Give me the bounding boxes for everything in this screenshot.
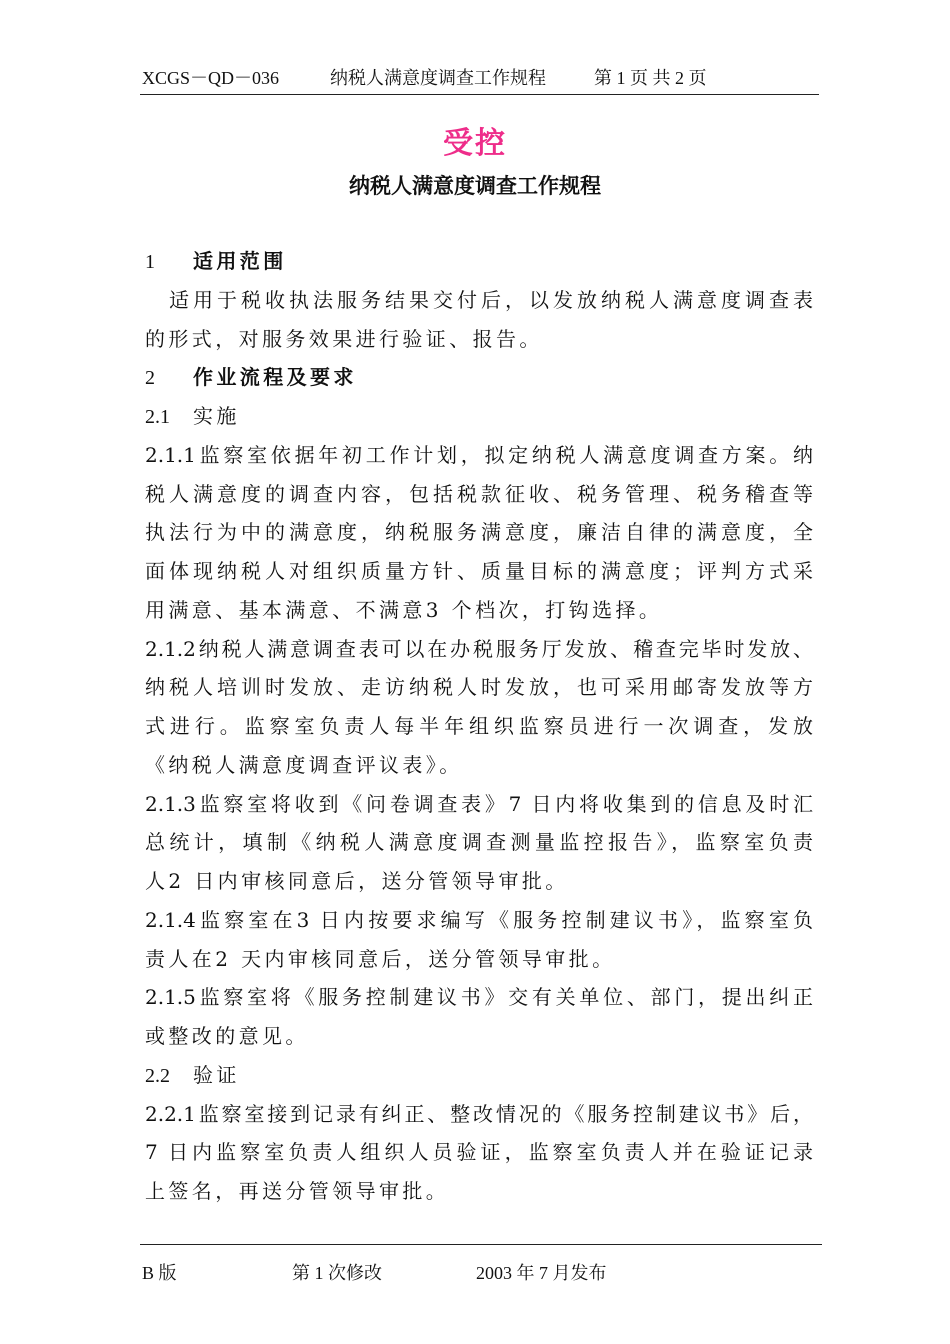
body-text-line: 2.1.5监察室将《服务控制建议书》交有关单位、部门，提出纠正 <box>145 985 813 1010</box>
section-number: 2.1 <box>145 406 170 428</box>
doc-code: XCGS－QD－036 <box>142 68 280 88</box>
body-text-line <box>145 591 813 630</box>
revision: 第 1 次修改 <box>292 1263 382 1283</box>
version: B 版 <box>142 1263 177 1283</box>
body-text-line <box>145 746 813 785</box>
body-text-line <box>145 1172 813 1211</box>
line-text: 人2 日内审核同意后，送分管领导审批。 <box>145 869 569 893</box>
body-text-line <box>145 320 813 359</box>
section-number: 2 <box>145 367 155 390</box>
body-text-line: 7 日内监察室负责人组织人员验证，监察室负责人并在验证记录 <box>145 1140 813 1165</box>
body-text-line <box>145 1017 813 1056</box>
line-text: 责人在2 天内审核同意后，送分管领导审批。 <box>145 946 616 971</box>
document-body <box>145 242 813 1211</box>
body-text-line: 税人满意度的调查内容，包括税款征收、税务管理、税务稽查等 <box>145 481 813 506</box>
section-number: 2.2 <box>145 1064 170 1087</box>
issue-date: 2003 年 7 月发布 <box>476 1263 607 1283</box>
body-text-line: 2.1.4监察室在3 日内按要求编写《服务控制建议书》，监察室负 <box>145 907 813 932</box>
body-text-line: 式进行。监察室负责人每半年组织监察员进行一次调查，发放 <box>145 714 813 738</box>
footer-rule <box>140 1244 822 1245</box>
section-number: 1 <box>145 251 155 273</box>
line-text: 验证 <box>193 1062 240 1087</box>
line-text: 的形式，对服务效果进行验证、报告。 <box>145 326 543 351</box>
body-text-line: 面体现纳税人对组织质量方针、质量目标的满意度；评判方式采 <box>145 559 813 583</box>
body-text-line: 适用于税收执法服务结果交付后，以发放纳税人满意度调查表 <box>145 287 813 312</box>
body-text-line: 执法行为中的满意度，纳税服务满意度，廉洁自律的满意度，全 <box>145 520 813 545</box>
subsection-heading <box>145 1056 813 1095</box>
line-text: 《纳税人满意度调查评议表》。 <box>145 752 463 777</box>
body-text-line <box>145 862 813 901</box>
line-text: 作业流程及要求 <box>193 365 357 390</box>
line-text: 上签名，再送分管领导审批。 <box>145 1179 450 1203</box>
document-title: 纳税人满意度调查工作规程 <box>349 174 601 198</box>
body-text-line: 2.1.2纳税人满意调查表可以在办税服务厅发放、稽查完毕时发放、 <box>145 636 813 661</box>
page-info: 第 1 页 共 2 页 <box>594 68 707 88</box>
header-doc-title: 纳税人满意度调查工作规程 <box>330 68 546 88</box>
body-text-line: 2.1.1监察室依据年初工作计划，拟定纳税人满意度调查方案。纳 <box>145 442 813 467</box>
body-text-line: 2.2.1监察室接到记录有纠正、整改情况的《服务控制建议书》后， <box>145 1101 813 1126</box>
line-text: 适用范围 <box>193 249 287 273</box>
body-text-line <box>145 940 813 979</box>
subsection-heading <box>145 397 813 436</box>
controlled-stamp: 受控 <box>443 126 507 161</box>
line-text: 或整改的意见。 <box>145 1024 309 1048</box>
body-text-line: 总统计，填制《纳税人满意度调查测量监控报告》，监察室负责 <box>145 830 813 855</box>
section-heading <box>145 242 813 281</box>
body-text-line: 纳税人培训时发放、走访纳税人时发放，也可采用邮寄发放等方 <box>145 675 813 700</box>
header-rule <box>140 94 819 95</box>
body-text-line: 2.1.3监察室将收到《问卷调查表》7 日内将收集到的信息及时汇 <box>145 791 813 816</box>
line-text: 实施 <box>193 404 240 428</box>
section-heading <box>145 358 813 397</box>
line-text: 用满意、基本满意、不满意3 个档次，打钩选择。 <box>145 597 663 622</box>
